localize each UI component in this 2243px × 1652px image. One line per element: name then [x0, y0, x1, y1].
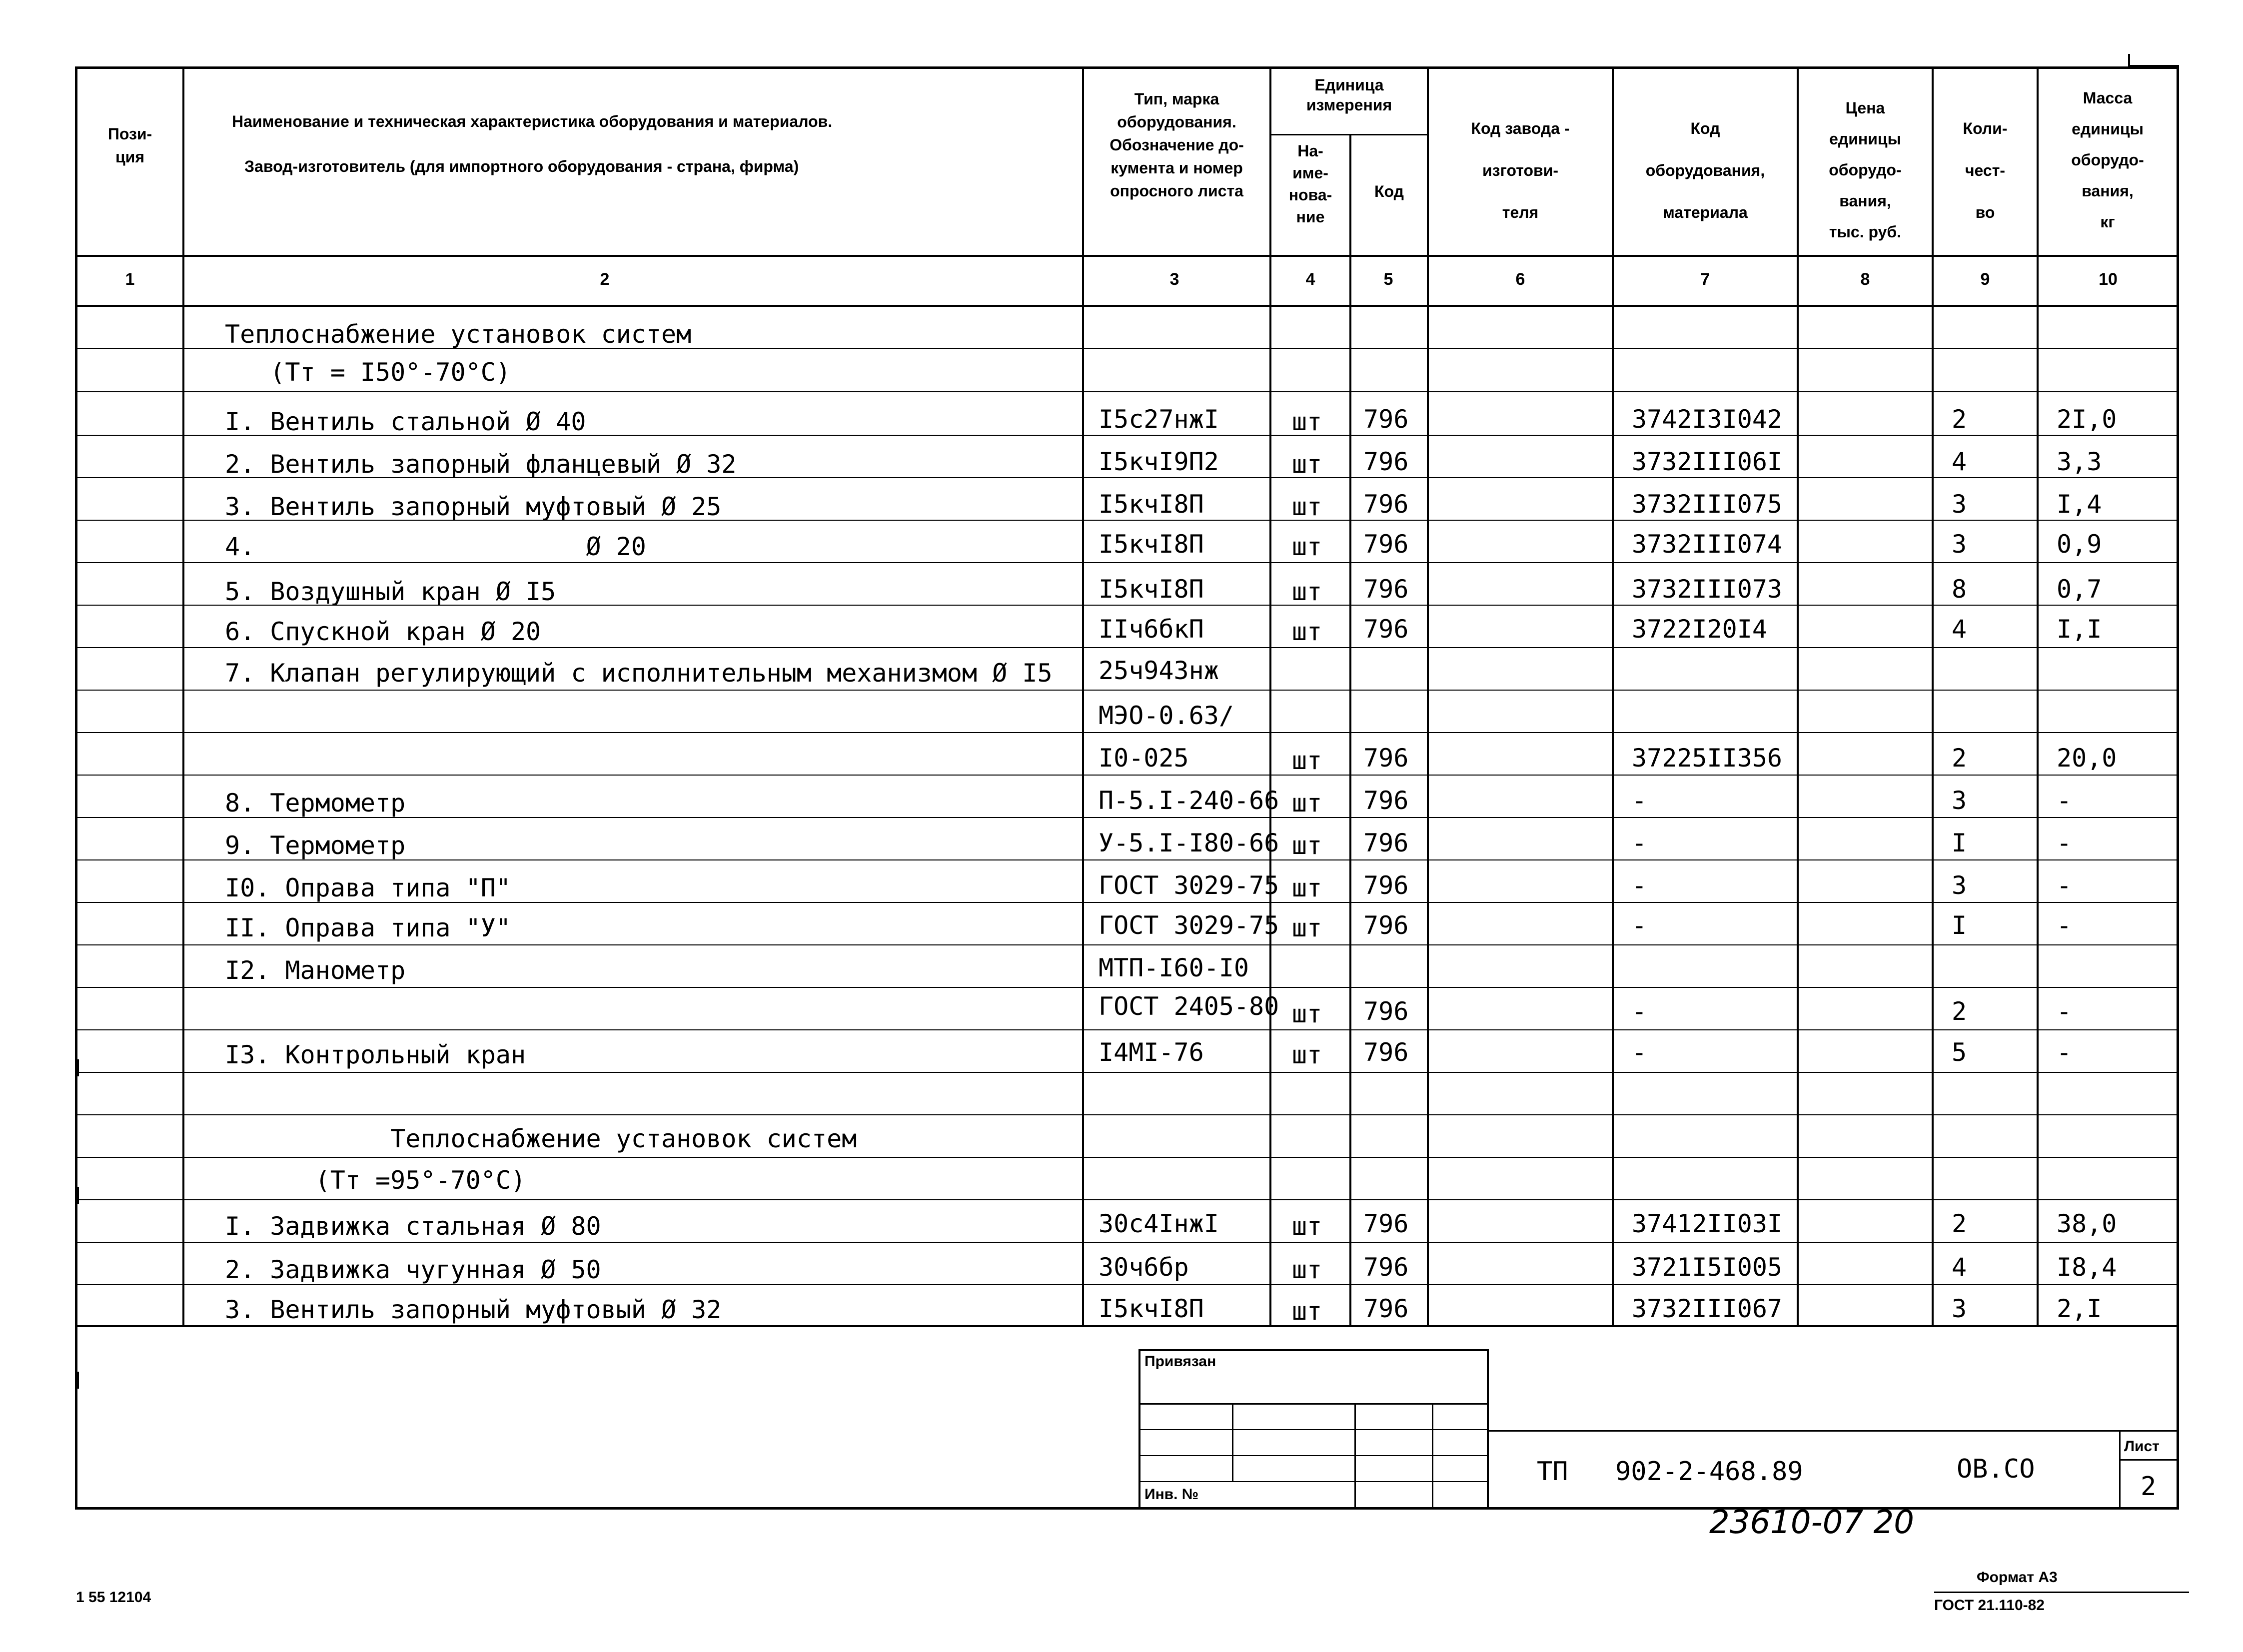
- column-number: 1: [125, 270, 135, 289]
- row-equipment-code: 3722I20I4: [1632, 615, 1767, 644]
- row-unit: шт: [1292, 1297, 1322, 1326]
- privyazan-label: Привязан: [1144, 1353, 1216, 1370]
- row-quantity: 3: [1952, 871, 1967, 900]
- row-quantity: 3: [1952, 786, 1967, 815]
- row-type: ГОСТ 2405-80: [1099, 992, 1279, 1021]
- format-label: Формат А3: [1977, 1569, 2058, 1586]
- row-type: I0-025: [1099, 744, 1189, 773]
- row-mass: I,I: [2057, 615, 2102, 644]
- row-name: I2. Манометр: [225, 956, 406, 985]
- row-mass: -: [2057, 1038, 2072, 1067]
- row-type: IIч6бкП: [1099, 615, 1204, 644]
- section-code: ОВ.СО: [1957, 1454, 2035, 1484]
- row-unit-code: 796: [1363, 530, 1409, 559]
- print-code: 1 55 12104: [76, 1589, 151, 1606]
- column-number: 5: [1383, 270, 1393, 289]
- header-price: Цена единицы оборудо- вания, тыс. руб.: [1829, 99, 1902, 241]
- row-type: I5кчI8П: [1099, 575, 1204, 604]
- row-quantity: 4: [1952, 615, 1967, 644]
- gost-label: ГОСТ 21.110-82: [1934, 1597, 2045, 1614]
- row-unit-code: 796: [1363, 1209, 1409, 1238]
- column-number: 8: [1860, 270, 1870, 289]
- row-unit-code: 796: [1363, 786, 1409, 815]
- row-equipment-code: 37412II03I: [1632, 1209, 1783, 1238]
- row-name: (Тт =95°-70°С): [225, 1166, 526, 1195]
- sheet-label: Лист: [2124, 1438, 2160, 1455]
- row-name: I3. Контрольный кран: [225, 1040, 526, 1069]
- row-equipment-code: -: [1632, 997, 1647, 1026]
- row-name: 7. Клапан регулирующий с исполнительным механизмом Ø I5: [225, 659, 1053, 688]
- header-mass: Масса единицы оборудо- вания, кг: [2071, 89, 2144, 231]
- row-quantity: I: [1952, 828, 1967, 857]
- handwritten-archive-number: 23610-07 20: [1709, 1504, 1914, 1541]
- row-quantity: 2: [1952, 997, 1967, 1026]
- row-mass: 0,7: [2057, 575, 2102, 604]
- row-mass: 3,3: [2057, 447, 2102, 476]
- row-type: У-5.I-I80-66: [1099, 828, 1279, 857]
- header-type: Тип, марка оборудования. Обозначение до- кумента и номер опросного листа: [1110, 90, 1244, 200]
- row-quantity: 2: [1952, 744, 1967, 773]
- tp-label: ТП: [1537, 1457, 1568, 1487]
- header-manufacturer-code: Код завода - изготови- теля: [1471, 119, 1570, 221]
- row-equipment-code: 3732III075: [1632, 490, 1783, 519]
- row-name: 8. Термометр: [225, 789, 406, 818]
- column-number: 2: [600, 270, 610, 289]
- row-mass: 0,9: [2057, 530, 2102, 559]
- row-mass: I,4: [2057, 490, 2102, 519]
- row-unit-code: 796: [1363, 575, 1409, 604]
- column-number: 7: [1700, 270, 1710, 289]
- row-quantity: 2: [1952, 405, 1967, 434]
- row-name: Теплоснабжение установок систем: [225, 1124, 857, 1153]
- row-quantity: 5: [1952, 1038, 1967, 1067]
- column-number: 9: [1980, 270, 1990, 289]
- row-name: Теплоснабжение установок систем: [225, 320, 692, 349]
- header-position: Пози- ция: [107, 125, 152, 166]
- row-name: 4. Ø 20: [225, 532, 646, 561]
- row-mass: -: [2057, 871, 2072, 900]
- row-type: 30ч6бр: [1099, 1253, 1189, 1282]
- row-name: I. Вентиль стальной Ø 40: [225, 407, 586, 436]
- row-name: 3. Вентиль запорный муфтовый Ø 25: [225, 492, 722, 521]
- row-unit: шт: [1292, 532, 1322, 561]
- row-mass: 38,0: [2057, 1209, 2117, 1238]
- row-mass: I8,4: [2057, 1253, 2117, 1282]
- row-equipment-code: 37225II356: [1632, 744, 1783, 773]
- row-unit: шт: [1292, 913, 1322, 942]
- row-equipment-code: -: [1632, 828, 1647, 857]
- row-mass: -: [2057, 997, 2072, 1026]
- row-unit-code: 796: [1363, 828, 1409, 857]
- header-equipment-code: Код оборудования, материала: [1645, 119, 1765, 221]
- row-type: I5кчI9П2: [1099, 447, 1219, 476]
- column-number: 6: [1515, 270, 1525, 289]
- row-unit: шт: [1292, 1212, 1322, 1241]
- row-unit-code: 796: [1363, 447, 1409, 476]
- row-unit-code: 796: [1363, 744, 1409, 773]
- row-unit-code: 796: [1363, 615, 1409, 644]
- row-name: I0. Оправа типа "П": [225, 873, 511, 902]
- row-quantity: 2: [1952, 1209, 1967, 1238]
- row-equipment-code: -: [1632, 1038, 1647, 1067]
- row-mass: -: [2057, 786, 2072, 815]
- inv-number-label: Инв. №: [1144, 1486, 1199, 1503]
- row-equipment-code: -: [1632, 911, 1647, 940]
- row-type: МЭО-0.63/: [1099, 701, 1234, 730]
- row-unit-code: 796: [1363, 997, 1409, 1026]
- row-unit: шт: [1292, 617, 1322, 646]
- row-name: II. Оправа типа "У": [225, 913, 511, 942]
- column-number: 3: [1169, 270, 1179, 289]
- row-name: I. Задвижка стальная Ø 80: [225, 1212, 601, 1241]
- row-name: 3. Вентиль запорный муфтовый Ø 32: [225, 1295, 722, 1324]
- row-name: 9. Термометр: [225, 831, 406, 860]
- row-type: ГОСТ 3029-75: [1099, 911, 1279, 940]
- row-unit: шт: [1292, 999, 1322, 1028]
- header-unit-code: Код: [1374, 182, 1404, 200]
- row-quantity: 3: [1952, 490, 1967, 519]
- row-type: I4МI-76: [1099, 1038, 1204, 1067]
- row-quantity: 3: [1952, 530, 1967, 559]
- row-equipment-code: -: [1632, 871, 1647, 900]
- row-unit-code: 796: [1363, 1253, 1409, 1282]
- row-unit-code: 796: [1363, 1294, 1409, 1323]
- row-type: 30с4IнжI: [1099, 1209, 1219, 1238]
- row-type: I5с27нжI: [1099, 405, 1219, 434]
- row-type: ГОСТ 3029-75: [1099, 871, 1279, 900]
- row-unit: шт: [1292, 577, 1322, 606]
- row-unit-code: 796: [1363, 871, 1409, 900]
- row-equipment-code: 3732III067: [1632, 1294, 1783, 1323]
- row-quantity: 8: [1952, 575, 1967, 604]
- row-equipment-code: 3742I3I042: [1632, 405, 1783, 434]
- row-name: 6. Спускной кран Ø 20: [225, 617, 541, 646]
- sheet-number: 2: [2141, 1472, 2157, 1502]
- row-equipment-code: 3721I5I005: [1632, 1253, 1783, 1282]
- row-unit-code: 796: [1363, 911, 1409, 940]
- row-mass: -: [2057, 828, 2072, 857]
- row-mass: -: [2057, 911, 2072, 940]
- row-name: 2. Задвижка чугунная Ø 50: [225, 1255, 601, 1284]
- row-unit: шт: [1292, 450, 1322, 479]
- row-unit-code: 796: [1363, 1038, 1409, 1067]
- document-number: 902-2-468.89: [1615, 1457, 1803, 1487]
- row-quantity: I: [1952, 911, 1967, 940]
- row-type: I5кчI8П: [1099, 490, 1204, 519]
- row-type: П-5.I-240-66: [1099, 786, 1279, 815]
- row-mass: 2I,0: [2057, 405, 2117, 434]
- row-equipment-code: 3732III06I: [1632, 447, 1783, 476]
- row-unit: шт: [1292, 1255, 1322, 1284]
- header-quantity: Коли- чест- во: [1963, 119, 2008, 221]
- column-number: 10: [2099, 270, 2118, 289]
- row-unit: шт: [1292, 1040, 1322, 1069]
- header-unit-name: На- име- нова- ние: [1288, 142, 1332, 226]
- row-unit-code: 796: [1363, 490, 1409, 519]
- row-name: 2. Вентиль запорный фланцевый Ø 32: [225, 450, 737, 479]
- row-quantity: 4: [1952, 1253, 1967, 1282]
- row-type: I5кчI8П: [1099, 530, 1204, 559]
- row-unit: шт: [1292, 407, 1322, 436]
- row-unit: шт: [1292, 831, 1322, 860]
- row-equipment-code: 3732III073: [1632, 575, 1783, 604]
- row-unit: шт: [1292, 492, 1322, 521]
- row-equipment-code: -: [1632, 786, 1647, 815]
- row-mass: 20,0: [2057, 744, 2117, 773]
- row-name: 5. Воздушный кран Ø I5: [225, 577, 556, 606]
- row-equipment-code: 3732III074: [1632, 530, 1783, 559]
- row-mass: 2,I: [2057, 1294, 2102, 1323]
- row-unit: шт: [1292, 873, 1322, 902]
- row-quantity: 3: [1952, 1294, 1967, 1323]
- header-unit-group: Единица измерения: [1306, 76, 1392, 114]
- header-name: Наименование и техническая характеристика оборудования и материалов. Завод-изготовитель (для импортного оборудования - страна, фирма): [232, 112, 833, 175]
- row-name: (Тт = I50°-70°С): [225, 358, 511, 387]
- row-type: МТП-I60-I0: [1099, 953, 1249, 982]
- row-unit: шт: [1292, 789, 1322, 818]
- column-number: 4: [1305, 270, 1315, 289]
- row-quantity: 4: [1952, 447, 1967, 476]
- row-unit: шт: [1292, 746, 1322, 775]
- row-type: 25ч943нж: [1099, 656, 1219, 685]
- row-unit-code: 796: [1363, 405, 1409, 434]
- row-type: I5кчI8П: [1099, 1294, 1204, 1323]
